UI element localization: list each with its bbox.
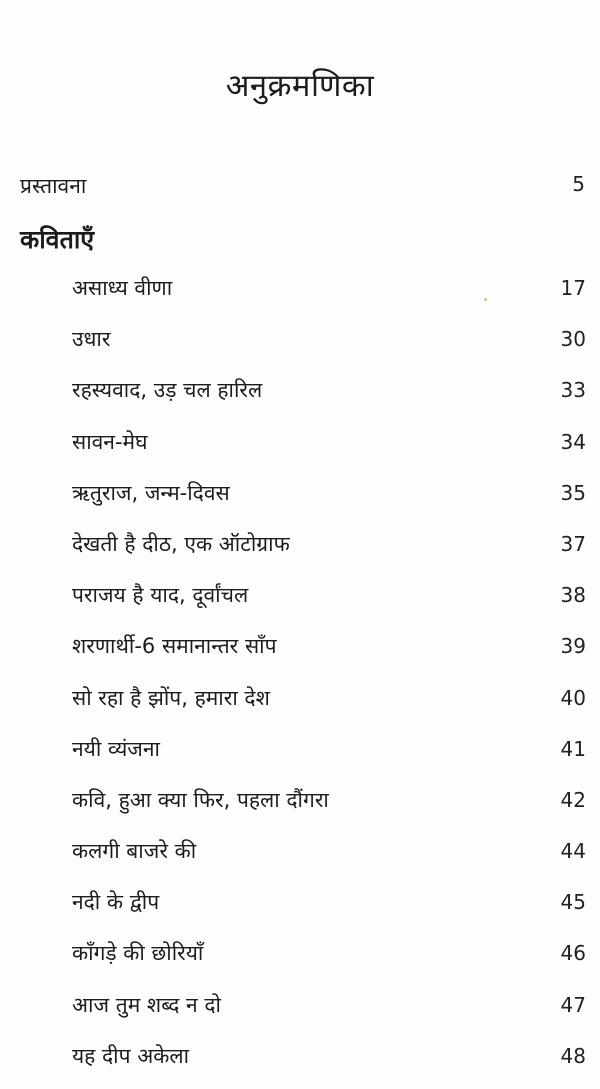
list-item [72, 833, 586, 884]
list-item [72, 680, 586, 731]
entry-page-number: 33 [560, 378, 586, 403]
entry-page-number: 30 [560, 327, 586, 352]
entry-page-number: 45 [560, 890, 586, 915]
entry-page-number: 47 [560, 992, 586, 1017]
list-item [72, 884, 586, 935]
entry-title: यह दीप अकेला [72, 1043, 190, 1068]
entry-title: नयी व्यंजना [72, 736, 160, 761]
entry-title: नदी के द्वीप [72, 890, 160, 915]
list-item [72, 987, 586, 1038]
entry-title: कलगी बाजरे की [72, 839, 197, 864]
list-item [72, 1038, 586, 1089]
entry-title: आज तुम शब्द न दो [72, 992, 221, 1017]
entry-page-number: 42 [560, 787, 586, 812]
entry-page-number: 44 [560, 839, 586, 864]
entry-title: सावन-मेघ [72, 429, 148, 454]
list-item [72, 372, 586, 423]
list-item [72, 935, 586, 986]
entry-page-number: 37 [560, 531, 586, 556]
entry-title: सो रहा है झोंप, हमारा देश [72, 685, 270, 710]
entry-page-number: 35 [560, 480, 586, 505]
poem-list [72, 270, 586, 1089]
entry-page-number: 39 [560, 634, 586, 659]
entry-page-number: 5 [572, 172, 585, 196]
list-item [72, 577, 586, 628]
entry-page-number: 48 [560, 1043, 586, 1068]
entry-page-number: 34 [560, 429, 586, 454]
entry-page-number: 40 [560, 685, 586, 710]
list-item [72, 731, 586, 782]
list-item [72, 526, 586, 577]
entry-title: रहस्यवाद, उड़ चल हारिल [72, 378, 263, 403]
page-title: अनुक्रमणिका [225, 68, 375, 104]
entry-page-number: 17 [560, 276, 586, 300]
entry-title: ऋतुराज, जन्म-दिवस [72, 480, 230, 505]
preface-entry [20, 172, 585, 204]
entry-title: प्रस्तावना [20, 174, 87, 198]
list-item [72, 270, 586, 321]
list-item [72, 424, 586, 475]
entry-page-number: 46 [560, 941, 586, 966]
list-item [72, 321, 586, 372]
entry-title: काँगड़े की छोरियाँ [72, 941, 204, 966]
entry-title: असाध्य वीणा [72, 276, 173, 300]
entry-title: कवि, हुआ क्या फिर, पहला दौंगरा [72, 787, 329, 812]
list-item [72, 782, 586, 833]
entry-title: उधार [72, 327, 111, 352]
list-item [72, 475, 586, 526]
paper-speck [484, 298, 487, 301]
entry-page-number: 41 [560, 736, 586, 761]
section-heading: कविताएँ [20, 225, 95, 254]
list-item [72, 628, 586, 679]
entry-title: पराजय है याद, दूर्वांचल [72, 583, 249, 608]
entry-title: देखती है दीठ, एक ऑटोग्राफ [72, 531, 290, 556]
entry-page-number: 38 [560, 583, 586, 608]
entry-title: शरणार्थी-6 समानान्तर साँप [72, 634, 277, 659]
